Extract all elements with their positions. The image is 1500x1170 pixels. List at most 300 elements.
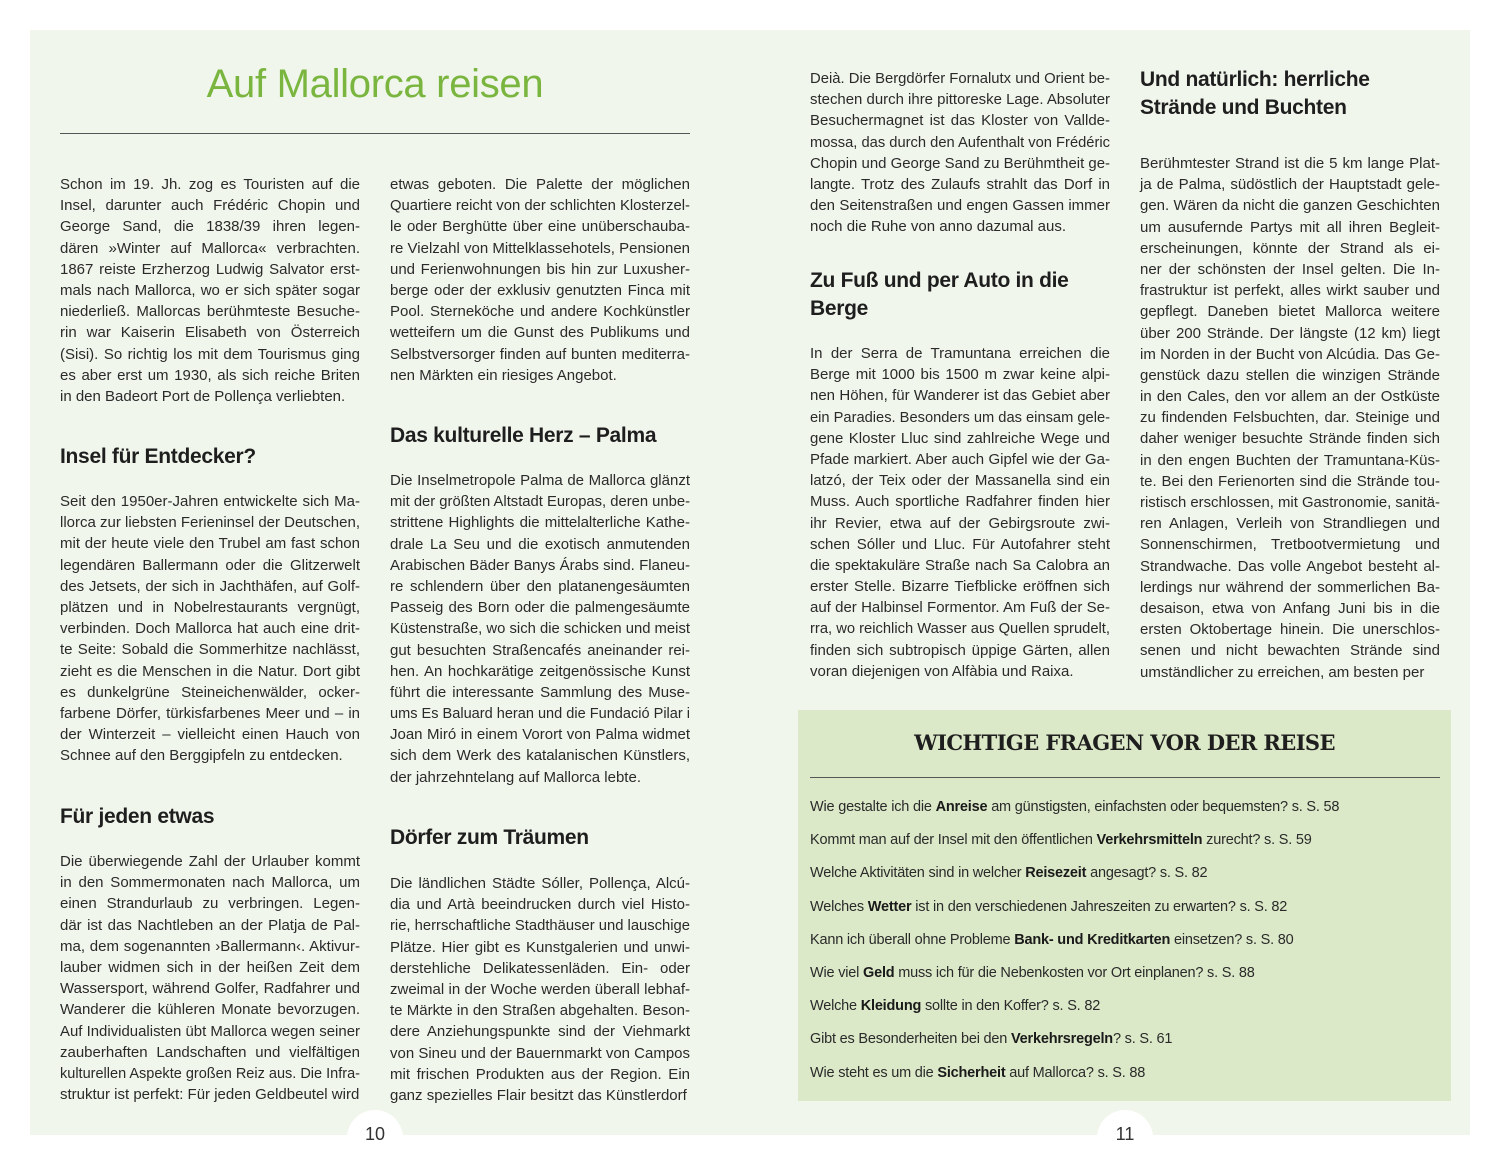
text-line-content: es dunkelgrüne Steineichenwälder, ocker-	[60, 683, 360, 701]
text-line-content: Schnee auf den Berggipfeln zu entdecken.	[60, 747, 343, 765]
text-line	[390, 365, 690, 386]
text-line-content: Wanderer die kühleren Monate bevorzugen.	[60, 1001, 360, 1019]
text-line-content: drale La Seu und die exotisch anmutenden	[390, 535, 690, 553]
text-line	[60, 195, 360, 216]
text-line	[1140, 280, 1440, 301]
text-line	[810, 513, 1110, 534]
question-keyword: Kleidung	[860, 998, 922, 1015]
text-line	[810, 343, 1110, 364]
text-line-content: langte. Trotz des Zulaufs strahlt das Dorf in	[810, 175, 1110, 193]
text-line-content: där ist das Nachtleben an der Platja de Pal-	[60, 916, 360, 934]
text-line	[60, 724, 360, 745]
text-line	[810, 618, 1110, 639]
question-item	[810, 932, 1293, 948]
text-line-content: und Ferienwohnungen bis hin zur Luxusher-	[390, 260, 690, 278]
text-line-content: nen Höhen, für Wanderer ist das Gebiet aber	[810, 387, 1110, 405]
text-line	[810, 449, 1110, 470]
text-line	[1140, 450, 1440, 471]
text-line-content: strittene Highlights die mittelalterliche Kathe-	[390, 514, 690, 532]
text-line	[390, 640, 690, 661]
text-line-content: latzó, der Teix oder der Massanella sind ein	[810, 472, 1110, 490]
text-line	[810, 195, 1110, 216]
text-line-content: auf der Halbinsel Formentor. Am Fuß der Se-	[810, 599, 1110, 617]
text-line	[1140, 344, 1440, 365]
text-line	[810, 110, 1110, 131]
text-line	[390, 937, 690, 958]
text-line	[810, 132, 1110, 153]
text-line	[390, 618, 690, 639]
text-line	[60, 280, 360, 301]
question-keyword: Sicherheit	[937, 1064, 1006, 1081]
question-text: einsetzen? s. S. 80	[1170, 931, 1294, 948]
text-line	[1140, 619, 1440, 640]
text-line	[60, 1084, 360, 1105]
text-line	[1140, 598, 1440, 619]
text-line-content: Selbstversorger finden auf bunten mediterra-	[390, 345, 690, 363]
text-line	[390, 1021, 690, 1042]
text-line-content: mals nach Mallorca, wo er sich später sogar	[60, 281, 360, 299]
text-line	[390, 470, 690, 491]
text-line	[390, 1064, 690, 1085]
text-line	[390, 174, 690, 195]
text-line-content: in den engen Buchten der Tramuntana-Küs-	[1140, 451, 1440, 469]
question-text: Gibt es Besonderheiten bei den	[810, 1031, 1011, 1048]
text-line	[60, 174, 360, 195]
text-line-content: zweimal in der Woche werden überall lebhaf-	[390, 980, 690, 998]
text-line	[1140, 153, 1440, 174]
heading-zu-fuss-und-per-auto	[810, 267, 1120, 323]
text-line-content: Plätze. Hier gibt es Kunstgalerien und unwi-	[390, 938, 690, 956]
question-text: Welches	[810, 898, 868, 915]
text-line	[1140, 534, 1440, 555]
text-line-content: lauber widmen sich in der heißen Zeit dem	[60, 958, 360, 976]
heading-doerfer-zum-traeumen: Dörfer zum Träumen	[390, 826, 589, 849]
text-line-content: Küstenstraße, wo sich die schicken und meist	[390, 620, 690, 638]
text-line	[1140, 428, 1440, 449]
text-line-content: te Märkte in den Straßen abgehalten. Beson-	[390, 1002, 690, 1020]
text-line	[60, 1063, 360, 1084]
question-text: Welche Aktivitäten sind in welcher	[810, 865, 1026, 882]
text-line-content: Pfade markiert. Aber auch Gipfel wie der Ga-	[810, 450, 1110, 468]
question-text: ist in den verschiedenen Jahreszeiten zu erwarten? s. S. 82	[911, 898, 1288, 915]
text-line	[1140, 386, 1440, 407]
text-line-content: den Seitenstraßen und engen Gassen immer	[810, 197, 1110, 215]
text-line	[60, 661, 360, 682]
text-line	[810, 661, 1110, 682]
text-line-content: ner der schönsten der Insel gelten. Die In-	[1140, 260, 1440, 278]
heading-line: Berge	[810, 297, 869, 320]
text-line	[810, 534, 1110, 555]
page-title: Auf Mallorca reisen	[206, 62, 544, 106]
text-line	[60, 533, 360, 554]
text-line	[1140, 195, 1440, 216]
text-line-content: ums Es Baluard heran und die Fundació Pilar i	[390, 705, 690, 723]
question-text: ? s. S. 61	[1112, 1031, 1173, 1048]
text-line	[390, 597, 690, 618]
text-line-content: niederließ. Mallorcas berühmteste Besuche-	[60, 303, 360, 321]
text-line-content: dia und Artà beeindrucken durch viel Histo-	[390, 896, 690, 914]
text-line-content: Arabischen Bäder Banys Árabs sind. Flaneu-	[390, 556, 690, 574]
text-line	[1140, 217, 1440, 238]
text-line-content: Pool. Sterneköche und andere Kochkünstler	[390, 303, 690, 321]
text-line-content: Deià. Die Bergdörfer Fornalutx und Orient be-	[810, 70, 1110, 87]
text-line	[810, 174, 1110, 195]
text-line	[60, 936, 360, 957]
text-line-content: Die ländlichen Städte Sóller, Pollença, Alcú-	[390, 875, 690, 892]
text-line-content: kulturellen Aspekte großen Reiz aus. Die Infra-	[60, 1064, 360, 1082]
text-line	[390, 216, 690, 237]
paragraph-doerfer-continued	[810, 68, 1110, 238]
text-line	[60, 322, 360, 343]
text-line-content: legendären Ballermann oder die Glitzerwelt	[60, 556, 360, 574]
text-line-content: über 200 Strände. Der längste (12 km) liegt	[1140, 324, 1440, 342]
text-line	[1140, 492, 1440, 513]
text-line-content: Sonnenschirmen, Tretbootvermietung und	[1140, 536, 1440, 554]
question-keyword: Anreise	[935, 799, 988, 815]
text-line	[60, 259, 360, 280]
question-keyword: Verkehrsregeln	[1010, 1031, 1113, 1048]
text-line-content: llorca zur liebsten Ferieninsel der Deutschen,	[60, 514, 360, 532]
question-item	[810, 899, 1287, 915]
text-line-content: hen. An hochkarätige zeitgenössische Kunst	[390, 662, 690, 680]
question-text: Wie viel	[810, 965, 863, 981]
text-line	[390, 1043, 690, 1064]
text-line-content: gepflegt. Daneben bietet Mallorca weitere	[1140, 303, 1440, 321]
heading-line: Und natürlich: herrliche	[1140, 68, 1370, 91]
text-line	[60, 1042, 360, 1063]
text-line-content: in den Sommermonaten nach Mallorca, um	[60, 874, 360, 892]
text-line-content: ein Paradies. Besonders um das einsam gele-	[810, 408, 1110, 426]
text-line	[390, 703, 690, 724]
text-line-content: ersten Oktobertage hinein. Die unerschlos-	[1140, 621, 1440, 639]
text-line	[810, 385, 1110, 406]
text-line	[390, 301, 690, 322]
text-line-content: re Vielzahl von Mittelklassehotels, Pensionen	[390, 239, 690, 257]
text-line-content: (Sisi). So richtig los mit dem Tourismus ging	[60, 345, 360, 363]
text-line	[60, 301, 360, 322]
text-line	[390, 344, 690, 365]
text-line-content: Die Inselmetropole Palma de Mallorca glänzt	[390, 472, 690, 489]
text-line	[390, 979, 690, 1000]
text-line-content: erscheinungen, könnte der Strand als ei-	[1140, 239, 1440, 257]
text-line-content: Joan Miró in einem Vorort von Palma widmet	[390, 726, 690, 744]
text-line-content: es aber erst um 1930, als sich reiche Briten	[60, 366, 360, 384]
text-line	[1140, 323, 1440, 344]
text-line-content: des Jetsets, der sich in Jachthäfen, auf Golf-	[60, 577, 360, 595]
text-line-content: rin war Kaiserin Elisabeth von Österreich	[60, 324, 360, 342]
text-line-content: George Sand, die 1838/39 ihren legen-	[60, 218, 360, 236]
text-line	[390, 534, 690, 555]
text-line	[390, 238, 690, 259]
heading-straende-und-buchten	[1140, 66, 1450, 122]
text-line	[390, 873, 690, 894]
text-line-content: mit frischen Produkten aus der Region. Ein	[390, 1065, 690, 1083]
page-number-left-text: 10	[364, 1124, 386, 1144]
question-text: am günstigsten, einfachsten oder bequemsten? s. S. 58	[987, 799, 1340, 815]
text-line	[60, 872, 360, 893]
text-line-content: le oder Berghütte über eine unüberschauba-	[390, 218, 690, 236]
text-line-content: dere Anziehungspunkte sind der Viehmarkt	[390, 1023, 690, 1041]
text-line-content: re schlendern über den platanengesäumten	[390, 577, 690, 595]
question-text: Welche	[810, 998, 861, 1015]
question-text: Kommt man auf der Insel mit den öffentlichen	[810, 832, 1097, 849]
text-line	[60, 618, 360, 639]
text-line	[810, 576, 1110, 597]
question-text: auf Mallorca? s. S. 88	[1005, 1064, 1146, 1081]
text-line	[60, 851, 360, 872]
text-line-content: struktur ist perfekt: Für jeden Geldbeutel wird	[60, 1086, 360, 1104]
text-line-content: einen Strandurlaub zu verbringen. Legen-	[60, 895, 360, 913]
text-line	[390, 280, 690, 301]
text-line	[390, 195, 690, 216]
text-line	[390, 682, 690, 703]
text-line-content: führt die interessante Sammlung des Muse-	[390, 683, 690, 701]
page-number-right-text: 11	[1115, 1124, 1135, 1144]
text-line-content: ren Anlagen, Verleih von Strandliegen und	[1140, 515, 1440, 533]
text-line	[60, 238, 360, 259]
text-line-content: wetteifern um die Gunst des Publikums und	[390, 324, 690, 342]
question-text: zurecht? s. S. 59	[1202, 832, 1312, 849]
paragraph-intro	[60, 174, 360, 407]
question-keyword: Bank- und Kreditkarten	[1014, 931, 1171, 948]
heading-kulturelle-herz-palma: Das kulturelle Herz – Palma	[390, 424, 657, 447]
text-line	[810, 470, 1110, 491]
text-line-content: zu findenden Felsbuchten, dar. Steinige und	[1140, 409, 1440, 427]
paragraph-etwas-continued	[390, 174, 690, 386]
text-line-content: daher weniger besuchte Strände finden sich	[1140, 430, 1440, 448]
text-line-content: rie, herrschaftliche Stadthäuser und lauschige	[390, 917, 690, 935]
text-line-content: in den Cales, den vor allem an der Ostküste	[1140, 388, 1440, 406]
text-line-content: Die überwiegende Zahl der Urlauber kommt	[60, 853, 360, 870]
title-divider	[60, 133, 690, 134]
page-number-right	[1097, 1110, 1153, 1166]
text-line-content: Insel, darunter auch Frédéric Chopin und	[60, 197, 360, 215]
question-text: sollte in den Koffer? s. S. 82	[921, 998, 1101, 1015]
text-line	[60, 915, 360, 936]
text-line	[390, 512, 690, 533]
text-line-content: gene Kloster Lluc sind zahlreiche Wege und	[810, 429, 1110, 447]
text-line	[810, 89, 1109, 110]
text-line	[60, 978, 360, 999]
text-line-content: sich dem Werk des katalanischen Künstlers,	[390, 747, 690, 765]
text-line-content: gut besuchten Straßencafés aneinander rei-	[390, 641, 690, 659]
question-text: muss ich für die Nebenkosten vor Ort einplanen? s. S. 88	[894, 965, 1255, 981]
question-text: Wie steht es um die	[810, 1064, 938, 1081]
text-line	[390, 745, 690, 766]
text-line	[810, 555, 1110, 576]
text-line-content: derstehliche Delikatessenläden. Ein- oder	[390, 959, 690, 977]
text-line	[60, 703, 360, 724]
text-line-content: ma, dem sogenannten ›Ballermann‹. Aktivur-	[60, 937, 360, 955]
text-line-content: Chopin und George Sand zu Berühmtheit ge-	[810, 154, 1110, 172]
text-line-content: finden sich subtropisch üppige Gärten, allen	[810, 641, 1110, 659]
text-line-content: mit der heute viele den Trubel am fast schon	[60, 535, 360, 553]
text-line	[1140, 471, 1440, 492]
question-item	[810, 998, 1100, 1014]
text-line	[810, 640, 1110, 661]
text-line-content: in den Badeort Port de Pollença verliebten.	[60, 387, 346, 405]
text-line-content: umständlicher zu erreichen, am besten per	[1140, 663, 1425, 681]
text-line	[60, 639, 360, 660]
paragraph-palma	[390, 470, 690, 788]
page-number-left	[347, 1110, 403, 1166]
question-keyword: Geld	[863, 965, 895, 981]
text-line-content: lerdings nur während der sommerlichen Ba-	[1140, 578, 1440, 596]
text-line-content: Quartiere reicht von der schlichten Klosterzel-	[390, 197, 690, 215]
text-line	[60, 216, 360, 237]
text-line	[810, 68, 1110, 89]
text-line-content: ristisch erschlossen, mit Gastronomie, sanitä-	[1140, 494, 1440, 511]
text-line-content: stechen durch ihre pittoreske Lage. Absoluter	[810, 91, 1110, 109]
text-line	[390, 958, 690, 979]
text-line	[810, 216, 1110, 237]
text-line-content: In der Serra de Tramuntana erreichen die	[810, 345, 1110, 362]
text-line-content: Wassersport, während Golfer, Radfahrer und	[60, 980, 360, 998]
text-line	[60, 386, 360, 407]
text-line-content: dären »Winter auf Mallorca« verbrachten.	[60, 239, 360, 257]
text-line-content: farbene Dörfer, türkisfarbenes Meer und – in	[60, 704, 360, 722]
text-line	[60, 576, 360, 597]
text-line	[390, 259, 690, 280]
text-line-content: Strandwache. Das volle Angebot besteht al-	[1140, 557, 1440, 575]
text-line-content: die spektakuläre Straße nach Sa Calobra an	[810, 556, 1110, 574]
text-line-content: verbinden. Doch Mallorca hat auch eine drit-	[60, 620, 360, 638]
text-line	[390, 1000, 690, 1021]
text-line-content: noch die Ruhe von anno dazumal aus.	[810, 218, 1067, 236]
question-item	[810, 865, 1207, 881]
text-line	[1140, 407, 1440, 428]
text-line-content: ihr Revier, etwa auf der Gebirgsroute zwi-	[810, 514, 1110, 532]
text-line-content: schen Sóller und Lluc. Für Autofahrer steht	[810, 535, 1110, 553]
text-line-content: ganz spezielles Flair besitzt das Künstlerdorf	[390, 1086, 687, 1104]
question-item	[810, 965, 1255, 981]
text-line	[1140, 174, 1440, 195]
text-line	[1140, 238, 1440, 259]
text-line-content: ja de Palma, südöstlich der Hauptstadt gele-	[1140, 176, 1440, 194]
text-line	[390, 894, 690, 915]
text-line-content: voran diejenigen von Alfàbia und Raixa.	[810, 662, 1074, 680]
text-line-content: berge oder der exklusiv genutzten Finca mit	[390, 281, 690, 299]
heading-insel-fuer-entdecker: Insel für Entdecker?	[60, 445, 256, 468]
info-box-title: WICHTIGE FRAGEN VOR DER REISE	[914, 730, 1335, 755]
text-line	[60, 682, 360, 703]
text-line	[60, 893, 360, 914]
text-line	[810, 491, 1110, 512]
question-item	[810, 832, 1312, 848]
text-line	[390, 576, 690, 597]
text-line	[60, 957, 360, 978]
text-line	[60, 491, 360, 512]
question-keyword: Wetter	[867, 898, 912, 915]
text-line-content: gen. Wären da nicht die ganzen Geschichten	[1140, 197, 1440, 215]
text-line-content: Muss. Auch sportliche Radfahrer finden hier	[810, 493, 1110, 511]
info-box-divider	[810, 777, 1440, 778]
text-line-content: Berge mit 1000 bis 1500 m zwar keine alpi-	[810, 366, 1110, 384]
heading-line: Strände und Buchten	[1140, 96, 1347, 119]
text-line	[1140, 640, 1440, 661]
text-line-content: Auf Individualisten übt Mallorca wegen seiner	[60, 1022, 360, 1040]
text-line	[810, 428, 1110, 449]
text-line-content: frastruktur ist perfekt, alles wirkt sauber und	[1140, 282, 1440, 300]
text-line	[60, 512, 360, 533]
text-line-content: Passeig des Born oder die palmengesäumte	[390, 599, 690, 617]
text-line	[1140, 556, 1440, 577]
text-line	[390, 322, 690, 343]
text-line	[60, 999, 360, 1020]
text-line-content: te. Bei den Ferienorten sind die Strände tou-	[1140, 472, 1440, 490]
text-line	[390, 555, 690, 576]
text-line	[60, 344, 360, 365]
text-line-content: Seit den 1950er-Jahren entwickelte sich Ma-	[60, 493, 360, 510]
question-item	[810, 1065, 1145, 1081]
text-line-content: nen Märkten ein riesiges Angebot.	[390, 366, 617, 384]
text-line	[390, 767, 690, 788]
text-line	[1140, 513, 1440, 534]
text-line-content: zieht es die Menschen in die Natur. Dort gibt	[60, 662, 360, 680]
text-line-content: te Seite: Sobald die Sommerhitze nachlässt,	[60, 641, 360, 659]
paragraph-fuer-jeden-etwas	[60, 851, 360, 1105]
text-line-content: Schon im 19. Jh. zog es Touristen auf die	[60, 176, 360, 193]
text-line-content: etwas geboten. Die Palette der möglichen	[390, 176, 690, 193]
text-line-content: um ausufernde Partys mit all ihren Begleit-	[1140, 218, 1440, 236]
text-line-content: Besuchermagnet ist das Kloster von Vallde-	[810, 112, 1110, 130]
text-line	[60, 365, 360, 386]
paragraph-doerfer	[390, 873, 690, 1106]
paragraph-straende	[1140, 153, 1440, 683]
text-line	[390, 724, 690, 745]
heading-line: Zu Fuß und per Auto in die	[810, 269, 1069, 292]
text-line-content: zauberhaften Landschaften und vielfältigen	[60, 1043, 360, 1061]
paragraph-entdecker	[60, 491, 360, 766]
text-line	[1140, 365, 1440, 386]
text-line	[390, 1085, 690, 1106]
text-line-content: desaison, etwa von Anfang Juni bis in die	[1140, 599, 1440, 617]
text-line-content: erster Stelle. Bizarre Tiefblicke eröffnen sich	[810, 578, 1110, 596]
question-item	[810, 1031, 1172, 1047]
heading-fuer-jeden-etwas: Für jeden etwas	[60, 805, 215, 828]
text-line-content: mossa, das durch den Aufenthalt von Frédéric	[810, 133, 1110, 151]
text-line	[1140, 662, 1440, 683]
text-line-content: der Winterzeit – vielleicht einen Hauch von	[60, 726, 360, 744]
text-line-content: genstück dazu stellen die winzigen Strände	[1140, 366, 1440, 384]
text-line	[1140, 259, 1440, 280]
text-line	[60, 745, 360, 766]
text-line-content: plätzen und in Nobelrestaurants vergnügt,	[60, 598, 360, 616]
text-line-content: Berühmtester Strand ist die 5 km lange Plat-	[1140, 155, 1440, 172]
question-keyword: Reisezeit	[1025, 865, 1087, 882]
text-line-content: der jahrzehntelang auf Mallorca lebte.	[390, 768, 641, 786]
text-line	[60, 555, 360, 576]
text-line	[810, 364, 1110, 385]
text-line	[390, 915, 690, 936]
text-line-content: 1867 reiste Erzherzog Ludwig Salvator erst-	[60, 260, 360, 278]
question-item	[810, 799, 1339, 815]
text-line	[60, 597, 360, 618]
question-text: Wie gestalte ich die	[810, 799, 936, 815]
text-line	[810, 153, 1109, 174]
question-keyword: Verkehrsmitteln	[1096, 832, 1203, 849]
question-text: angesagt? s. S. 82	[1086, 865, 1208, 882]
text-line	[1140, 577, 1440, 598]
text-line-content: von Sineu und der Bauernmarkt von Campos	[390, 1044, 690, 1062]
text-line	[1140, 301, 1440, 322]
paragraph-berge	[810, 343, 1110, 682]
text-line	[390, 491, 690, 512]
text-line-content: senen und nicht bewachten Strände sind	[1140, 642, 1440, 660]
text-line-content: im Norden in der Bucht von Alcúdia. Das Ge-	[1140, 345, 1440, 363]
question-text: Kann ich überall ohne Probleme	[810, 931, 1015, 948]
text-line-content: mit der größten Altstadt Europas, deren unbe-	[390, 493, 690, 511]
